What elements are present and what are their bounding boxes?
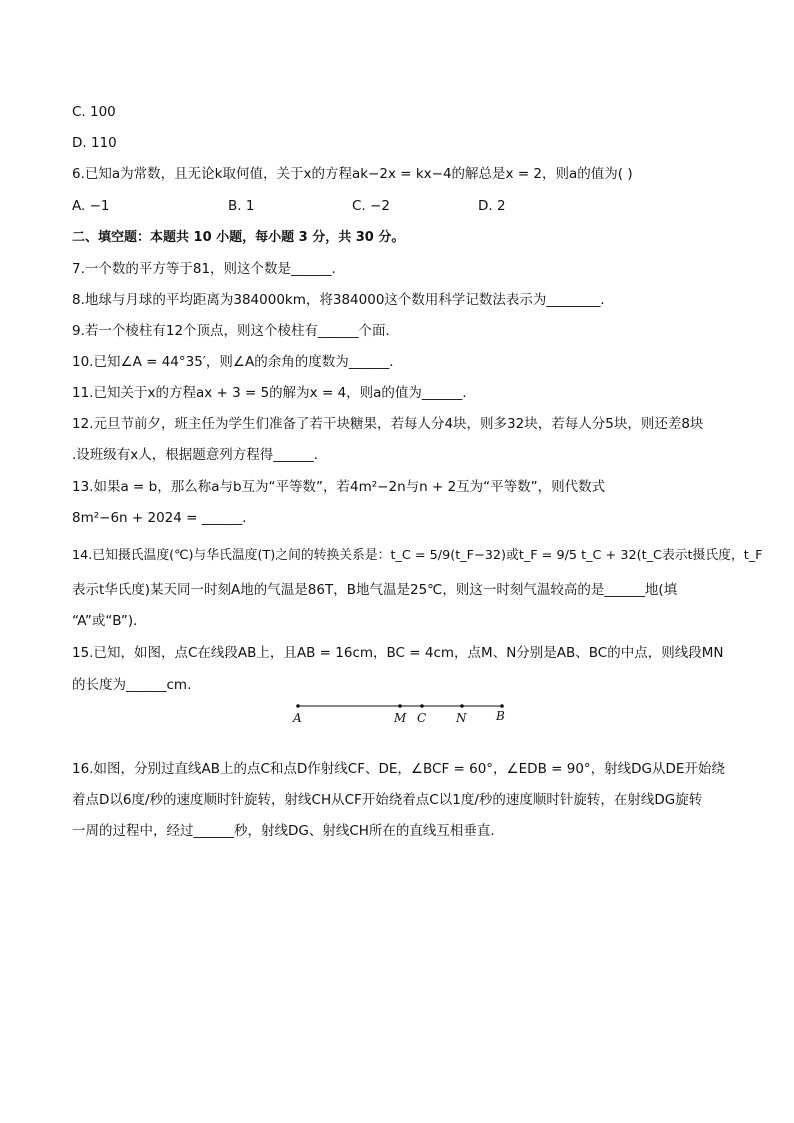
question-6: 6.已知a为常数，且无论k取何值，关于x的方程ak−2x = kx−4的解总是x = 2，则a的值为( ) xyxy=(72,166,633,182)
option-b-q6: B. 1 xyxy=(228,198,255,214)
question-14-cont2: “A”或“B”)． xyxy=(72,613,147,629)
question-16-cont2: 一周的过程中，经过______秒，射线DG、射线CH所在的直线互相垂直． xyxy=(72,823,504,839)
question-9: 9.若一个棱柱有12个顶点，则这个棱柱有______个面． xyxy=(72,323,400,339)
point-a xyxy=(296,704,300,708)
question-8: 8.地球与月球的平均距离为384000km，将384000这个数用科学记数法表示为________． xyxy=(72,292,614,308)
label-a: A xyxy=(293,711,302,725)
option-c-q5: C. 100 xyxy=(72,104,116,120)
label-b: B xyxy=(496,709,505,723)
question-16-cont: 着点D以6度/秒的速度顺时针旋转，射线CH从CF开始绕着点C以1度/秒的速度顺时针旋转，在射线DG旋转 xyxy=(72,792,703,808)
label-m: M xyxy=(394,711,407,725)
option-c-q6: C. −2 xyxy=(352,198,390,214)
question-14-cont: 表示t华氏度)某天同一时刻A地的气温是86T，B地气温是25℃，则这一时刻气温较高的是______地(填 xyxy=(72,582,678,598)
question-13: 13.如果a = b，那么称a与b互为“平等数”，若4m²−2n与n + 2互为“平等数”，则代数式 xyxy=(72,479,606,495)
question-15: 15.已知，如图，点C在线段AB上，且AB = 16cm，BC = 4cm，点M、N分别是AB、BC的中点，则线段MN xyxy=(72,645,724,661)
option-d-q6: D. 2 xyxy=(478,198,506,214)
question-11: 11.已知关于x的方程ax + 3 = 5的解为x = 4，则a的值为______． xyxy=(72,385,476,401)
question-12: 12.元旦节前夕，班主任为学生们准备了若干块糖果，若每人分4块，则多32块，若每人分5块，则还差8块 xyxy=(72,416,704,432)
question-7: 7.一个数的平方等于81，则这个数是______． xyxy=(72,261,346,277)
label-c: C xyxy=(417,711,427,725)
section-heading-fill-in: 二、填空题：本题共 10 小题，每小题 3 分，共 30 分。 xyxy=(72,230,405,245)
option-a-q6: A. −1 xyxy=(72,198,110,214)
point-m xyxy=(398,704,402,708)
point-c xyxy=(420,704,424,708)
point-n xyxy=(460,704,464,708)
question-16: 16.如图，分别过直线AB上的点C和点D作射线CF、DE，∠BCF = 60°，∠EDB = 90°，射线DG从DE开始绕 xyxy=(72,761,725,777)
label-n: N xyxy=(456,711,467,725)
question-13-cont: 8m²−6n + 2024 = ______． xyxy=(72,510,256,526)
question-12-cont: .设班级有x人，根据题意列方程得______． xyxy=(72,447,328,463)
point-b xyxy=(500,704,504,708)
segment-diagram xyxy=(280,696,520,736)
question-15-cont: 的长度为______cm. xyxy=(72,677,192,693)
question-14: 14.已知摄氏温度(℃)与华氏温度(T)之间的转换关系是：t_C = 5/9(t_F−32)或t_F = 9/5 t_C + 32(t_C表示t摄氏度，t_F xyxy=(72,548,763,563)
option-d-q5: D. 110 xyxy=(72,135,117,151)
question-10: 10.已知∠A = 44°35′，则∠A的余角的度数为______． xyxy=(72,354,403,370)
